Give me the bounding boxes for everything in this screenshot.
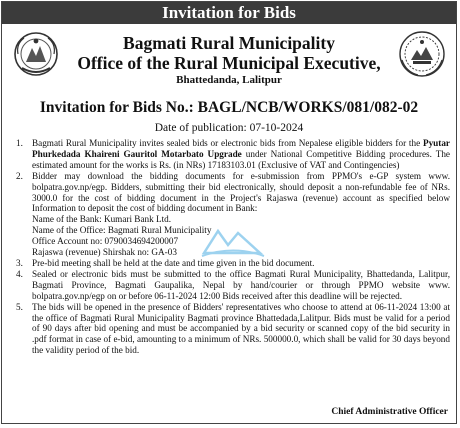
organization-name: Bagmati Rural Municipality (123, 33, 335, 53)
clause-text-cont: under National Competitive Bidding procedures. The estimated amount for the works is Rs. (in NRs) 17183103.01 (Exclusive of VAT and Contingencies) (32, 148, 451, 170)
clause-text: Sealed or electronic bids must be submitted to the office Bagmati Rural Municipality, Bhattedanda, Lalitpur, Bagmati Province, Bagmati Gaupalika, Nepal by hand/courier or through PPMO website www. bolpatra.gov.np/egp on or before 06-11-2024 12:00 Bids received after this deadline will be rejected. (32, 268, 450, 301)
clause-number: 1. (16, 138, 23, 148)
clause-number: 3. (16, 257, 23, 268)
clause-text: Bidder may download the bidding documents for e-submission from PPMO's e-GP system www. bolpatra.gov.np/egp. Bidders, submitting their bid electronically, should deposit a non-refundable fee of NRs. 3000.0 for the cost of bidding document in the Project's Rajaswa (revenue) account as specified below Information to deposit the cost of bidding document in Bank: (32, 170, 450, 214)
bank-line: Office Account no: 0790034694200007 (32, 236, 179, 247)
notice-banner: Invitation for Bids (2, 2, 456, 24)
watermark-logo (198, 225, 268, 259)
nepal-emblem-logo (12, 30, 60, 78)
bid-number: Invitation for Bids No.: BAGL/NCB/WORKS/081/082-02 (39, 99, 419, 116)
clause-number: 5. (16, 301, 23, 312)
clause-number: 2. (16, 170, 23, 181)
bank-line: Name of the Bank: Kumari Bank Ltd. (32, 214, 172, 225)
notice-header (2, 24, 456, 94)
clause-text: The bids will be opened in the presence of Bidders' representatives who choose to attend at 06-11-2024 13:00 at the office of Bagmati Rural Municipality Bagmati province Bhattedada,Lalitpur. Bids must be valid for a period of 90 days after bid opening and must be accompanied by a bid security or scanned copy of the bid security in .pdf format in case of e-bid, amounting to a minimum of NRs. 500000.0, which shall be valid for 30 days beyond the validity period of the bid. (32, 301, 450, 356)
clause-5 (2, 302, 450, 357)
clause-4 (2, 269, 450, 302)
clause-1 (2, 138, 450, 171)
municipality-seal-logo (398, 30, 446, 78)
publication-date: Date of publication: 07-10-2024 (154, 122, 304, 134)
office-location: Bhattedanda, Lalitpur (176, 74, 282, 86)
signature: Chief Administrative Officer (331, 407, 448, 417)
clause-number: 4. (16, 268, 23, 279)
project-name: Pyutar Phurkedada Khaireni Gauritol Motarbato Upgrade (32, 138, 450, 159)
bid-notice (1, 1, 457, 424)
clause-text: Pre-bid meeting shall be held at the date and time given in the bid document. (32, 257, 315, 268)
office-name: Office of the Rural Municipal Executive, (77, 53, 381, 73)
clause-text: Bagmati Rural Municipality invites sealed bids or electronic bids from Nepalese eligible bidders for the (32, 138, 423, 148)
bank-line: Name of the Office: Bagmati Rural Municipality (32, 225, 212, 236)
bank-line: Rajaswa (revenue) Shirshak no: GA-03 (32, 247, 177, 258)
clause-3 (2, 258, 450, 269)
